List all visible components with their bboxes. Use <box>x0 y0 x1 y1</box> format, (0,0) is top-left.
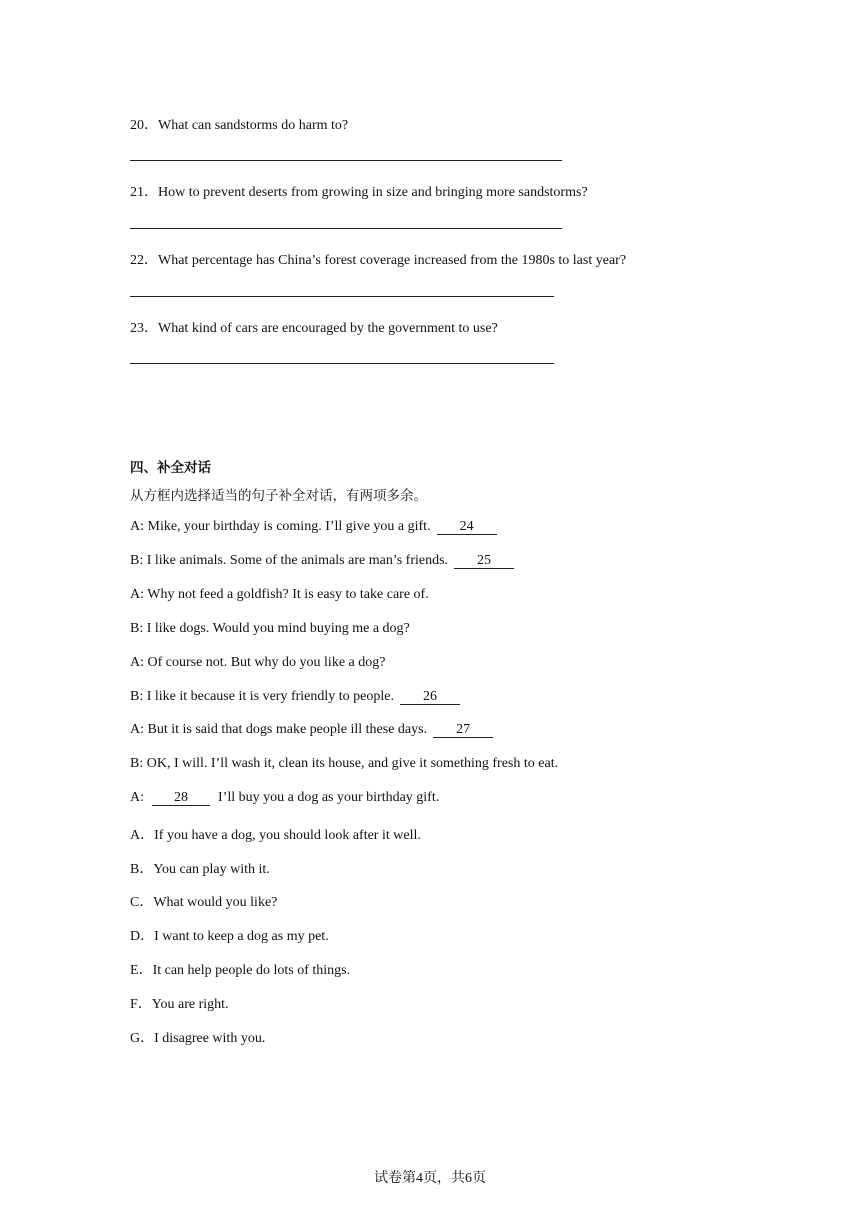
option-letter: G． <box>130 1031 155 1046</box>
option-e <box>130 959 350 979</box>
question-22 <box>130 249 626 269</box>
option-b <box>130 858 270 878</box>
dialogue-line-5 <box>130 655 385 671</box>
blank-27[interactable]: 27 <box>433 722 493 738</box>
dialogue-line-3 <box>130 587 429 603</box>
option-letter: E． <box>130 963 153 978</box>
section-instruction: 从方框内选择适当的句子补全对话，有两项多余。 <box>130 488 427 504</box>
dialogue-text: B: I like it because it is very friendly to people. <box>130 689 394 704</box>
dialogue-line-1 <box>130 519 497 535</box>
page-footer: 试卷第4页，共6页 <box>374 1171 486 1186</box>
dialogue-text: B: I like dogs. Would you mind buying me a dog? <box>130 621 410 636</box>
answer-line-21[interactable] <box>130 228 562 229</box>
question-21 <box>130 181 588 201</box>
option-text: You can play with it. <box>153 862 270 877</box>
dialogue-text: B: I like animals. Some of the animals are man’s friends. <box>130 553 449 568</box>
option-d <box>130 925 329 945</box>
option-letter: B． <box>130 862 154 877</box>
dialogue-line-9 <box>130 790 439 806</box>
option-text: If you have a dog, you should look after it well. <box>154 828 421 843</box>
question-20 <box>130 114 348 134</box>
dialogue-text: A: Why not feed a goldfish? It is easy to take care of. <box>130 587 429 602</box>
option-text: I want to keep a dog as my pet. <box>154 929 329 944</box>
dialogue-line-8 <box>130 756 558 772</box>
option-letter: D． <box>130 929 155 944</box>
blank-28[interactable]: 28 <box>152 790 210 806</box>
option-text: You are right. <box>151 997 229 1012</box>
question-text: What percentage has China’s forest coverage increased from the 1980s to last year? <box>158 253 627 268</box>
option-a <box>130 824 421 844</box>
question-text: What can sandstorms do harm to? <box>158 118 349 133</box>
dialogue-text: A: Mike, your birthday is coming. I’ll give you a gift. <box>130 519 431 534</box>
question-number: 22． <box>130 253 158 268</box>
option-letter: C． <box>130 895 154 910</box>
option-text: It can help people do lots of things. <box>152 963 351 978</box>
option-g <box>130 1027 265 1047</box>
dialogue-line-6 <box>130 689 460 705</box>
dialogue-text: B: OK, I will. I’ll wash it, clean its house, and give it something fresh to eat. <box>130 756 559 771</box>
blank-26[interactable]: 26 <box>400 689 460 705</box>
question-text: How to prevent deserts from growing in size and bringing more sandstorms? <box>158 185 588 200</box>
option-text: I disagree with you. <box>154 1031 266 1046</box>
answer-line-22[interactable] <box>130 296 554 297</box>
option-text: What would you like? <box>153 895 278 910</box>
option-letter: A． <box>130 828 155 843</box>
answer-line-20[interactable] <box>130 160 562 161</box>
blank-24[interactable]: 24 <box>437 519 497 535</box>
dialogue-text: A: <box>130 790 144 805</box>
answer-line-23[interactable] <box>130 363 554 364</box>
option-c <box>130 891 277 911</box>
question-23 <box>130 317 498 337</box>
blank-25[interactable]: 25 <box>454 553 514 569</box>
dialogue-text: A: But it is said that dogs make people ill these days. <box>130 722 428 737</box>
question-number: 23． <box>130 321 158 336</box>
dialogue-line-2 <box>130 553 514 569</box>
section-title: 四、补全对话 <box>130 460 211 476</box>
dialogue-line-4 <box>130 621 410 637</box>
option-letter: F． <box>130 997 152 1012</box>
dialogue-text: A: Of course not. But why do you like a dog? <box>130 655 386 670</box>
option-f <box>130 993 229 1013</box>
dialogue-line-7 <box>130 722 493 738</box>
dialogue-text-after: I’ll buy you a dog as your birthday gift. <box>218 790 440 805</box>
question-text: What kind of cars are encouraged by the government to use? <box>158 321 498 336</box>
question-number: 21． <box>130 185 158 200</box>
question-number: 20． <box>130 118 158 133</box>
